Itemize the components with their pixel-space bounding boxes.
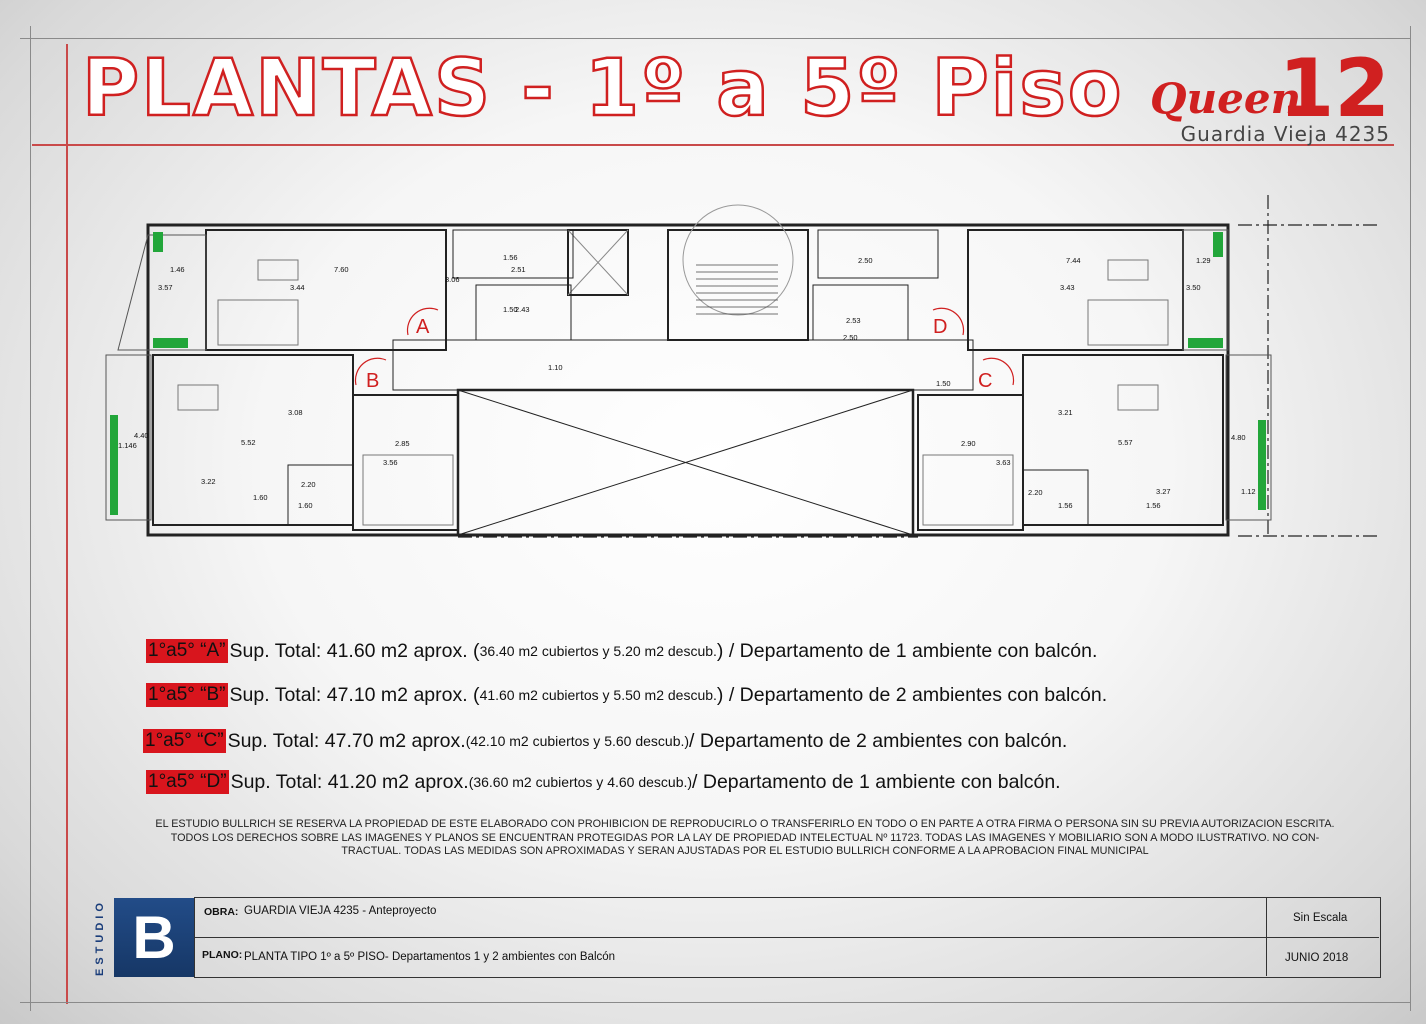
dim-label: 3.27 — [1156, 487, 1171, 496]
left-crop-rule — [30, 26, 31, 1011]
page-title: PLANTAS - 1º a 5º Piso — [82, 44, 1124, 134]
dim-label: 2.20 — [301, 480, 316, 489]
unit-main-text: Sup. Total: 47.10 m2 aprox. ( — [229, 683, 480, 706]
scale-note: Sin Escala — [1293, 912, 1348, 924]
dim-label: 1.12 — [1241, 487, 1256, 496]
dim-label: 1.56 — [503, 253, 518, 262]
obra-value: GUARDIA VIEJA 4235 - Anteproyecto — [244, 905, 437, 917]
disclaimer-line: TODOS LOS DERECHOS SOBRE LAS IMAGENES Y PLANOS SE ENCUENTRAN PROTEGIDAS POR LA LAY DE PROPIEDAD INTELECTUAL Nº 11723. TODAS LAS IMAGENES Y MOBILIARIO SON A MODO ILUSTRATIVO. NO CON- — [170, 831, 1320, 844]
furniture-bed-d — [1088, 300, 1168, 345]
dim-label: 5.52 — [241, 438, 256, 447]
planter-a — [153, 232, 163, 252]
disclaimer-line: EL ESTUDIO BULLRICH SE RESERVA LA PROPIEDAD DE ESTE ELABORADO CON PROHIBICION DE REPRODUCIRLO O TRANSFERIRLO EN TODO O EN PARTE A OTRA FIRMA O PERSONA SIN SU PREVIA AUTORIZACION ESCRITA. — [155, 818, 1335, 830]
dim-label: 3.50 — [1186, 283, 1201, 292]
dim-label: 3.22 — [201, 477, 216, 486]
planter-d-2 — [1188, 338, 1223, 348]
unit-b-bath — [288, 465, 353, 525]
unit-tag: 1°a5° “A” — [148, 640, 226, 661]
legal-disclaimer — [110, 818, 1380, 859]
dim-label: 1.50 — [503, 305, 518, 314]
unit-row-b — [146, 682, 1107, 708]
furniture-sofa-b — [178, 385, 218, 410]
unit-d-kitchen — [818, 230, 938, 278]
furniture-sofa-d — [1108, 260, 1148, 280]
dim-label: 2.53 — [846, 316, 861, 325]
brand-logo — [1150, 42, 1390, 147]
dim-label: 3.57 — [158, 283, 173, 292]
dim-label: 1.56 — [1058, 501, 1073, 510]
balcony-a — [118, 235, 206, 350]
plano-value: PLANTA TIPO 1º a 5º PISO- Departamentos 1 y 2 ambientes con Balcón — [244, 951, 616, 963]
unit-row-a — [146, 638, 1097, 664]
furniture-sofa-a — [258, 260, 298, 280]
dim-label: 2.43 — [515, 305, 530, 314]
right-crop-rule — [1410, 26, 1411, 1011]
unit-marker-c: C — [978, 370, 993, 392]
studio-label: ESTUDIO — [94, 899, 106, 977]
unit-tail-text: / Departamento de 2 ambientes con balcón. — [689, 729, 1068, 752]
unit-main-text: Sup. Total: 41.20 m2 aprox. — [230, 770, 469, 793]
top-crop-rule — [20, 38, 1410, 39]
dim-label: 2.90 — [961, 439, 976, 448]
studio-logo: B — [114, 898, 194, 977]
dim-label: 4.80 — [1231, 433, 1246, 442]
left-frame-rule — [66, 44, 68, 1004]
dim-label: 1.60 — [253, 493, 268, 502]
unit-detail-text: (42.10 m2 cubiertos y 5.60 descub.) — [465, 733, 690, 749]
dim-label: 2.20 — [1028, 488, 1043, 497]
stair-landing — [683, 205, 793, 315]
bottom-crop-rule — [20, 1002, 1410, 1003]
dim-label: 3.08 — [288, 408, 303, 417]
unit-tail-text: / Departamento de 1 ambiente con balcón. — [692, 770, 1061, 793]
planter-a-2 — [153, 338, 188, 348]
unit-tag: 1°a5° “C” — [145, 730, 224, 751]
dim-label: 4.40 — [134, 431, 149, 440]
dimension-labels — [118, 253, 1256, 510]
dim-label: 1.146 — [118, 441, 137, 450]
unit-tail-text: ) / Departamento de 1 ambiente con balcón. — [716, 639, 1098, 662]
dim-label: 3.06 — [445, 275, 460, 284]
dim-label: 3.21 — [1058, 408, 1073, 417]
unit-main-text: Sup. Total: 47.70 m2 aprox. — [227, 729, 466, 752]
plano-label: PLANO: — [202, 949, 243, 961]
title-block-divider — [194, 937, 1379, 938]
unit-detail-text: 41.60 m2 cubiertos y 5.50 m2 descub. — [479, 687, 717, 703]
dim-label: 3.56 — [383, 458, 398, 467]
unit-marker-b: B — [366, 370, 380, 392]
planter-b — [110, 415, 118, 515]
unit-tag: 1°a5° “D” — [148, 771, 227, 792]
disclaimer-line: TRACTUAL. TODAS LAS MEDIDAS SON APROXIMADAS Y SERAN AJUSTADAS POR EL ESTUDIO BULLRICH CONFORME A LA APROBACION FINAL MUNICIPAL — [341, 845, 1149, 857]
unit-detail-text: (36.60 m2 cubiertos y 4.60 descub.) — [468, 774, 693, 790]
unit-d-bath — [813, 285, 908, 340]
unit-c-bath — [1023, 470, 1088, 525]
dim-label: 3.44 — [290, 283, 305, 292]
dim-label: 1.29 — [1196, 256, 1211, 265]
floor-plan — [98, 190, 1378, 550]
dim-label: 1.60 — [298, 501, 313, 510]
dim-label: 3.63 — [996, 458, 1011, 467]
furniture-bed-a — [218, 300, 298, 345]
unit-row-d — [146, 769, 1061, 795]
dim-label: 1.50 — [936, 379, 951, 388]
planter-c — [1258, 420, 1266, 510]
unit-marker-d: D — [933, 316, 948, 338]
dim-label: 2.50 — [843, 333, 858, 342]
date-note: JUNIO 2018 — [1285, 952, 1349, 964]
corridor — [393, 340, 973, 390]
dim-label: 1.56 — [1146, 501, 1161, 510]
title-block-right-cell — [1266, 897, 1380, 976]
unit-detail-text: 36.40 m2 cubiertos y 5.20 m2 descub. — [479, 643, 717, 659]
planter-d — [1213, 232, 1223, 257]
dim-label: 7.44 — [1066, 256, 1081, 265]
unit-main-text: Sup. Total: 41.60 m2 aprox. ( — [229, 639, 480, 662]
unit-tag: 1°a5° “B” — [148, 684, 226, 705]
unit-tail-text: ) / Departamento de 2 ambientes con balcón. — [716, 683, 1108, 706]
dim-label: 1.46 — [170, 265, 185, 274]
unit-d-living — [968, 230, 1183, 350]
unit-marker-a: A — [416, 316, 430, 338]
brand-number: 12 — [1278, 42, 1390, 135]
obra-label: OBRA: — [204, 906, 239, 918]
dim-label: 7.60 — [334, 265, 349, 274]
dim-label: 3.43 — [1060, 283, 1075, 292]
furniture-bed-b — [363, 455, 453, 525]
unit-row-c — [143, 728, 1067, 754]
dim-label: 2.85 — [395, 439, 410, 448]
dim-label: 2.50 — [858, 256, 873, 265]
dim-label: 2.51 — [511, 265, 526, 274]
furniture-sofa-c — [1118, 385, 1158, 410]
dim-label: 5.57 — [1118, 438, 1133, 447]
unit-a-living — [206, 230, 446, 350]
dim-label: 1.10 — [548, 363, 563, 372]
unit-b-bedroom — [353, 395, 458, 530]
brand-address: Guardia Vieja 4235 — [1180, 122, 1390, 146]
brand-script: Queen. — [1150, 74, 1316, 123]
